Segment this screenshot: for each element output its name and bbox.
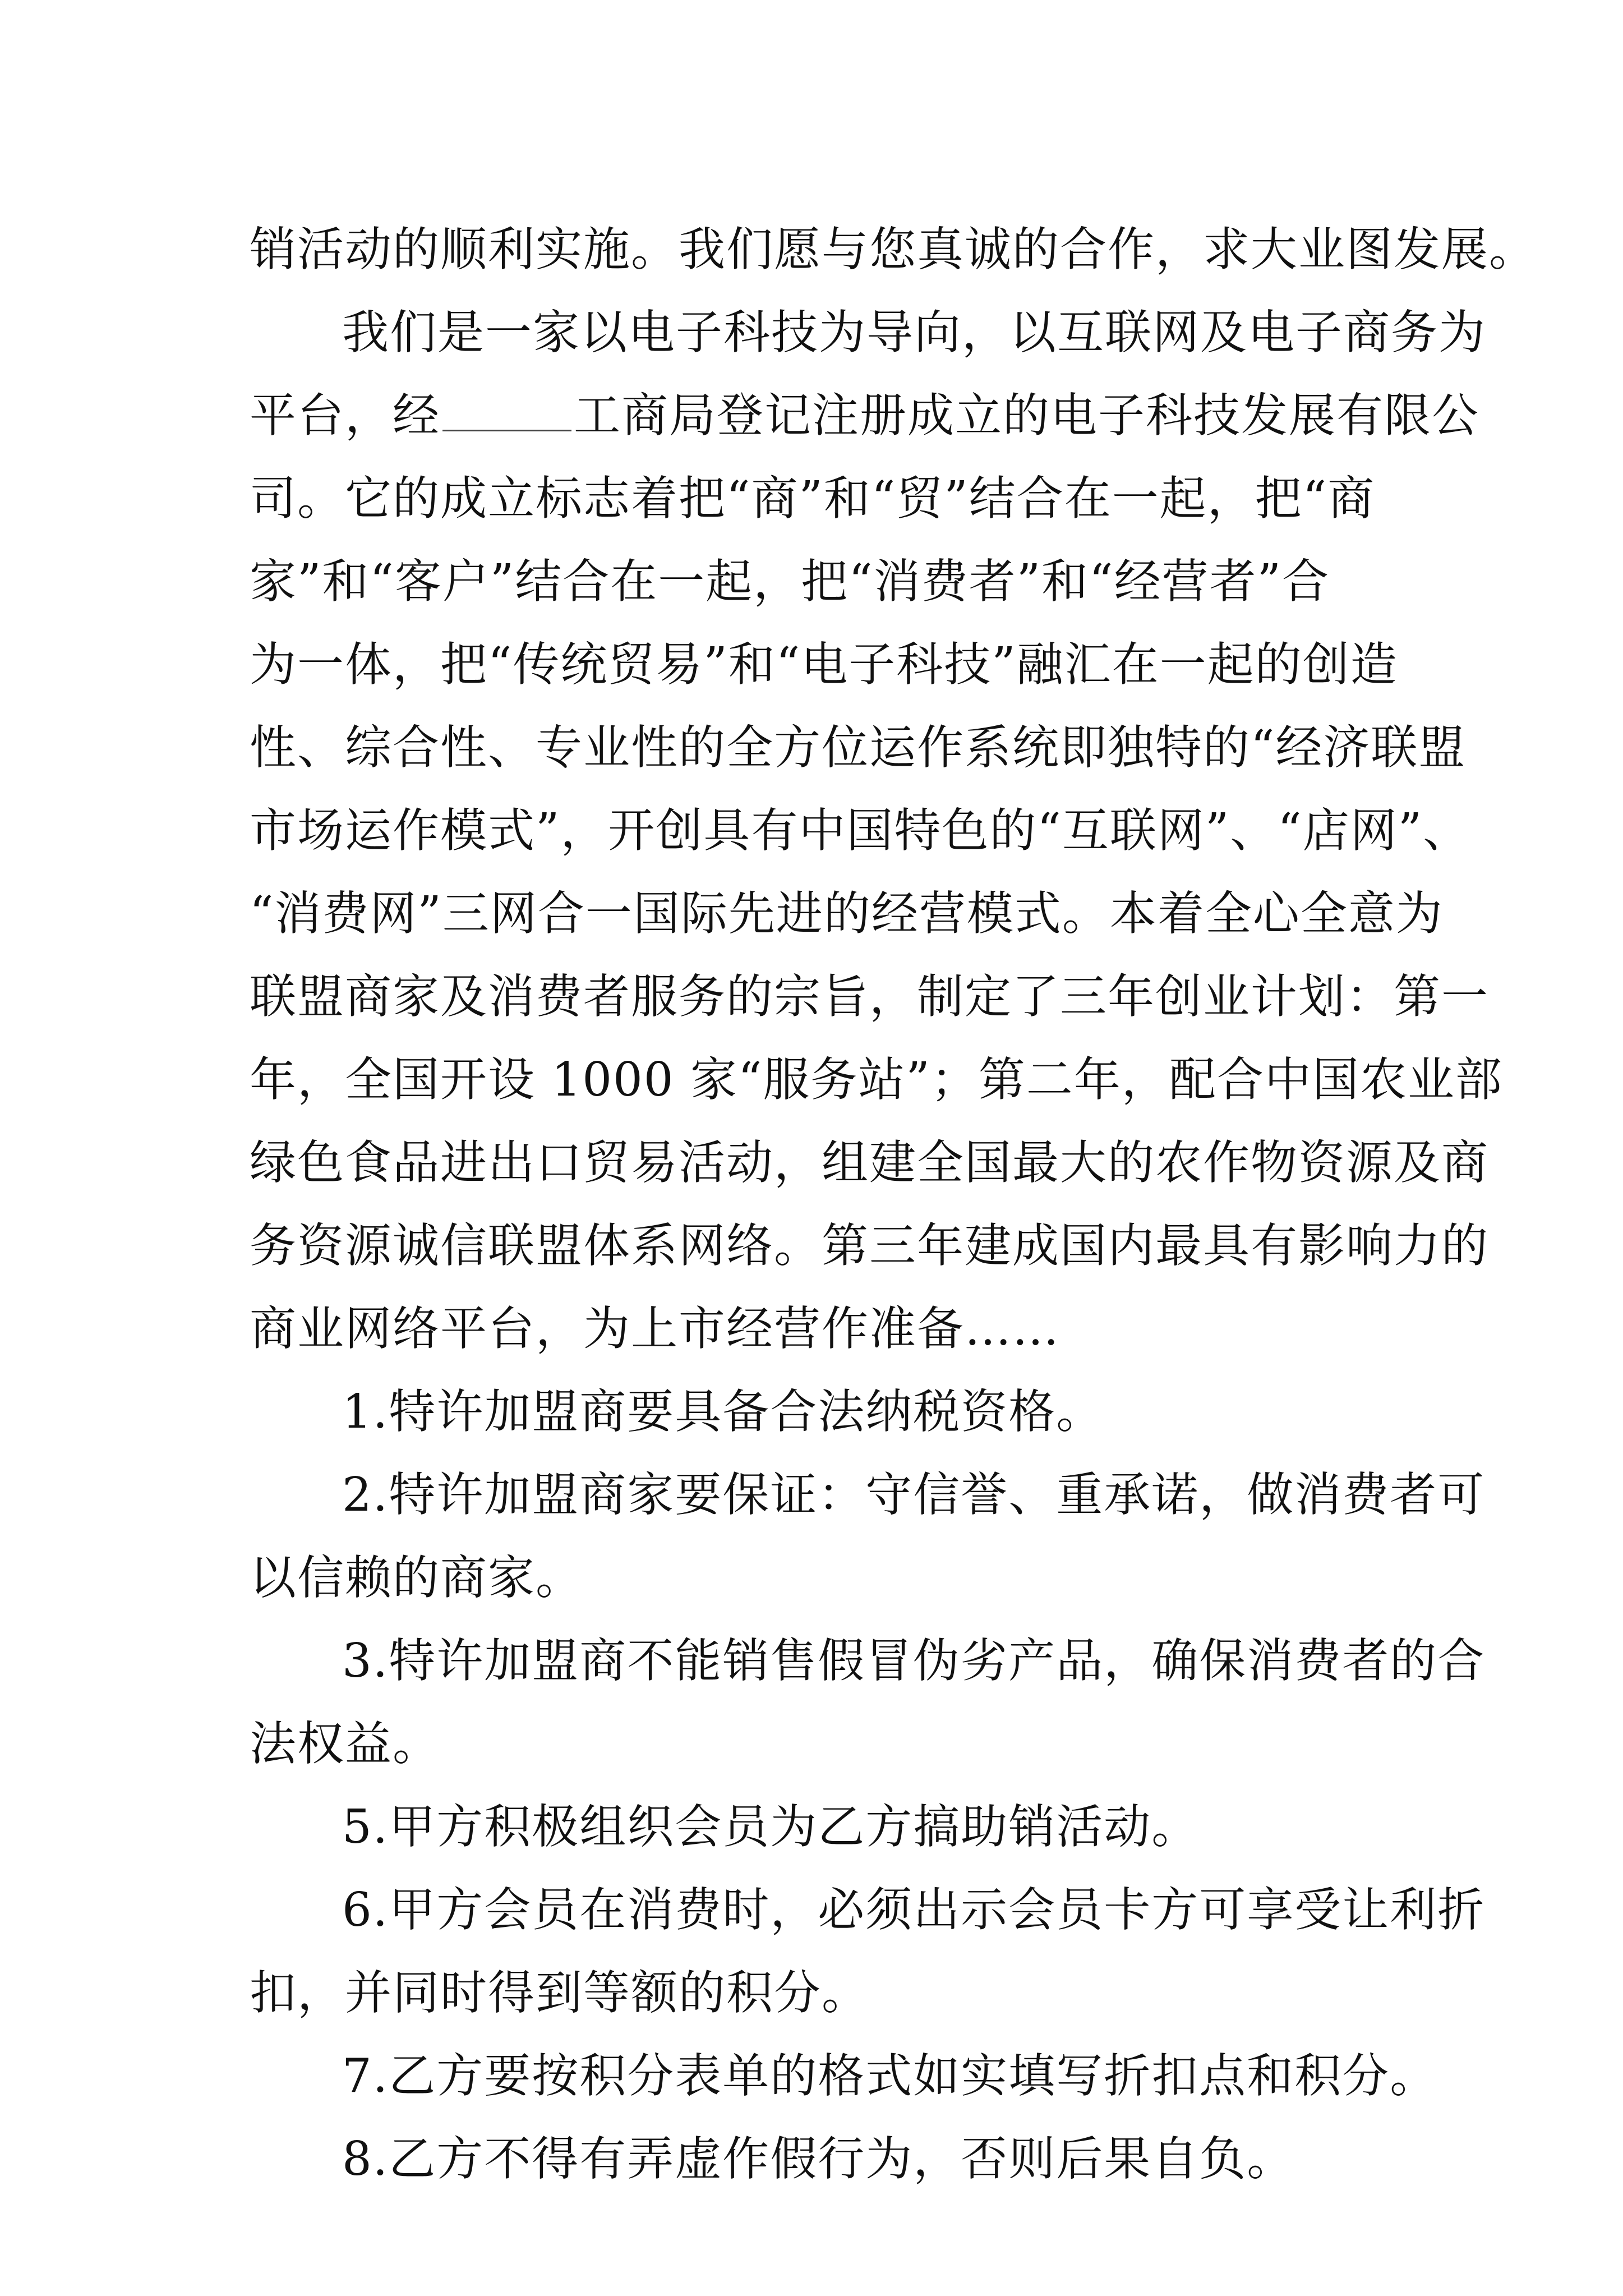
list-item: 7.乙方要按积分表单的格式如实填写折扣点和积分。 <box>342 2049 1438 2103</box>
text-line: 司。它的成立标志着把“商”和“贸”结合在一起，把“商 <box>250 471 1376 526</box>
text-line: 法权益。 <box>250 1717 440 1771</box>
text-line: 我们是一家以电子科技为导向，以互联网及电子商务为 <box>342 305 1486 360</box>
text-fragment: 平台，经 <box>250 388 440 443</box>
text-line <box>250 376 1479 455</box>
fill-in-blank <box>442 390 571 431</box>
text-line: 绿色食品进出口贸易活动，组建全国最大的农作物资源及商 <box>250 1135 1489 1190</box>
text-line: 年，全国开设 1000 家“服务站”；第二年，配合中国农业部 <box>250 1052 1503 1107</box>
list-item: 1.特许加盟商要具备合法纳税资格。 <box>342 1384 1104 1439</box>
text-line: 以信赖的商家。 <box>250 1550 583 1605</box>
text-line: 商业网络平台，为上市经营作准备…… <box>250 1301 1060 1356</box>
text-line: 销活动的顺利实施。我们愿与您真诚的合作，求大业图发展。 <box>250 222 1537 277</box>
list-item: 6.甲方会员在消费时，必须出示会员卡方可享受让利折 <box>342 1883 1486 1937</box>
list-item: 5.甲方积极组织会员为乙方搞助销活动。 <box>342 1800 1200 1854</box>
text-line: 务资源诚信联盟体系网络。第三年建成国内最具有影响力的 <box>250 1218 1489 1273</box>
text-line: 联盟商家及消费者服务的宗旨，制定了三年创业计划：第一 <box>250 969 1489 1024</box>
text-line: 家”和“客户”结合在一起，把“消费者”和“经营者”合 <box>250 554 1330 609</box>
text-line: 扣，并同时得到等额的积分。 <box>250 1966 869 2020</box>
list-item: 3.特许加盟商不能销售假冒伪劣产品，确保消费者的合 <box>342 1634 1486 1688</box>
list-item: 8.乙方不得有弄虚作假行为，否则后果自负。 <box>342 2132 1295 2186</box>
text-line: “消费网”三网合一国际先进的经营模式。本着全心全意为 <box>250 886 1444 941</box>
text-line: 为一体，把“传统贸易”和“电子科技”融汇在一起的创造 <box>250 637 1398 692</box>
list-item: 2.特许加盟商家要保证：守信誉、重承诺，做消费者可 <box>342 1467 1486 1522</box>
text-line: 性、综合性、专业性的全方位运作系统即独特的“经济联盟 <box>250 720 1467 775</box>
text-line: 市场运作模式”，开创具有中国特色的“互联网”、“店网”、 <box>250 803 1471 858</box>
text-fragment: 工商局登记注册成立的电子科技发展有限公 <box>574 388 1479 443</box>
